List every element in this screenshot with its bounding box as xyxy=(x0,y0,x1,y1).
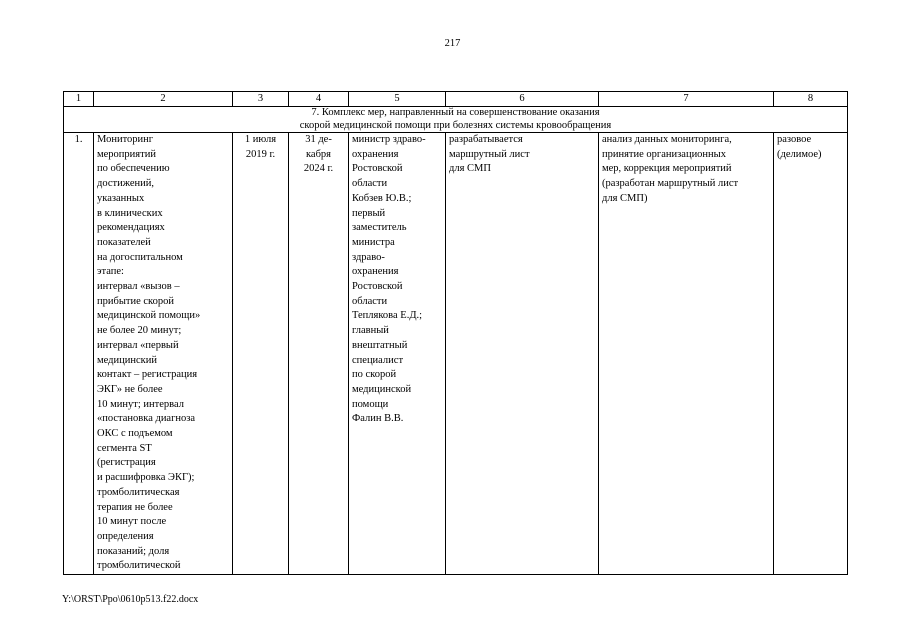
page-number: 217 xyxy=(444,38,461,49)
measure-cell: Мониторинг мероприятий по обеспечению достижений, указанных в клинических рекомендациях показателей на догоспитальном этапе: интервал «вызов – прибытие скорой медицинской помощи» не более 20 минут; интервал «первый медицинский контакт – регистрация ЭКГ» не более 10 минут; интервал «постановка диагноза ОКС с подъемом сегмента ST (регистрация и расшифровка ЭКГ); тромболитическая терапия не более 10 минут после определения показаний; доля тромболитической xyxy=(94,133,233,575)
section-row xyxy=(64,107,848,133)
control-cell: анализ данных мониторинга, принятие организационных мер, коррекция мероприятий (разработан маршрутный лист для СМП) xyxy=(599,133,774,575)
frequency-cell: разовое (делимое) xyxy=(774,133,848,575)
header-cell: 1 xyxy=(64,92,94,107)
header-cell: 8 xyxy=(774,92,848,107)
section-title: 7. Комплекс мер, направленный на совершенствование оказания скорой медицинской помощи при болезнях системы кровообращения xyxy=(64,107,848,133)
header-cell: 3 xyxy=(233,92,289,107)
header-cell: 7 xyxy=(599,92,774,107)
row-number: 1. xyxy=(64,133,94,575)
header-cell: 2 xyxy=(94,92,233,107)
end-date-cell: 31 де- кабря 2024 г. xyxy=(289,133,349,575)
responsible-cell: министр здраво- охранения Ростовской области Кобзев Ю.В.; первый заместитель министра здраво- охранения Ростовской области Теплякова Е.Д.; главный внештатный специалист по скорой медицинской помощи Фалин В.В. xyxy=(349,133,446,575)
result-cell: разрабатывается маршрутный лист для СМП xyxy=(446,133,599,575)
measures-table xyxy=(63,91,848,575)
header-cell: 4 xyxy=(289,92,349,107)
header-cell: 5 xyxy=(349,92,446,107)
header-cell: 6 xyxy=(446,92,599,107)
header-row xyxy=(64,92,848,107)
start-date-cell: 1 июля 2019 г. xyxy=(233,133,289,575)
table-row xyxy=(64,133,848,575)
footer-file-path: Y:\ORST\Ppo\0610p513.f22.docx xyxy=(62,594,199,605)
